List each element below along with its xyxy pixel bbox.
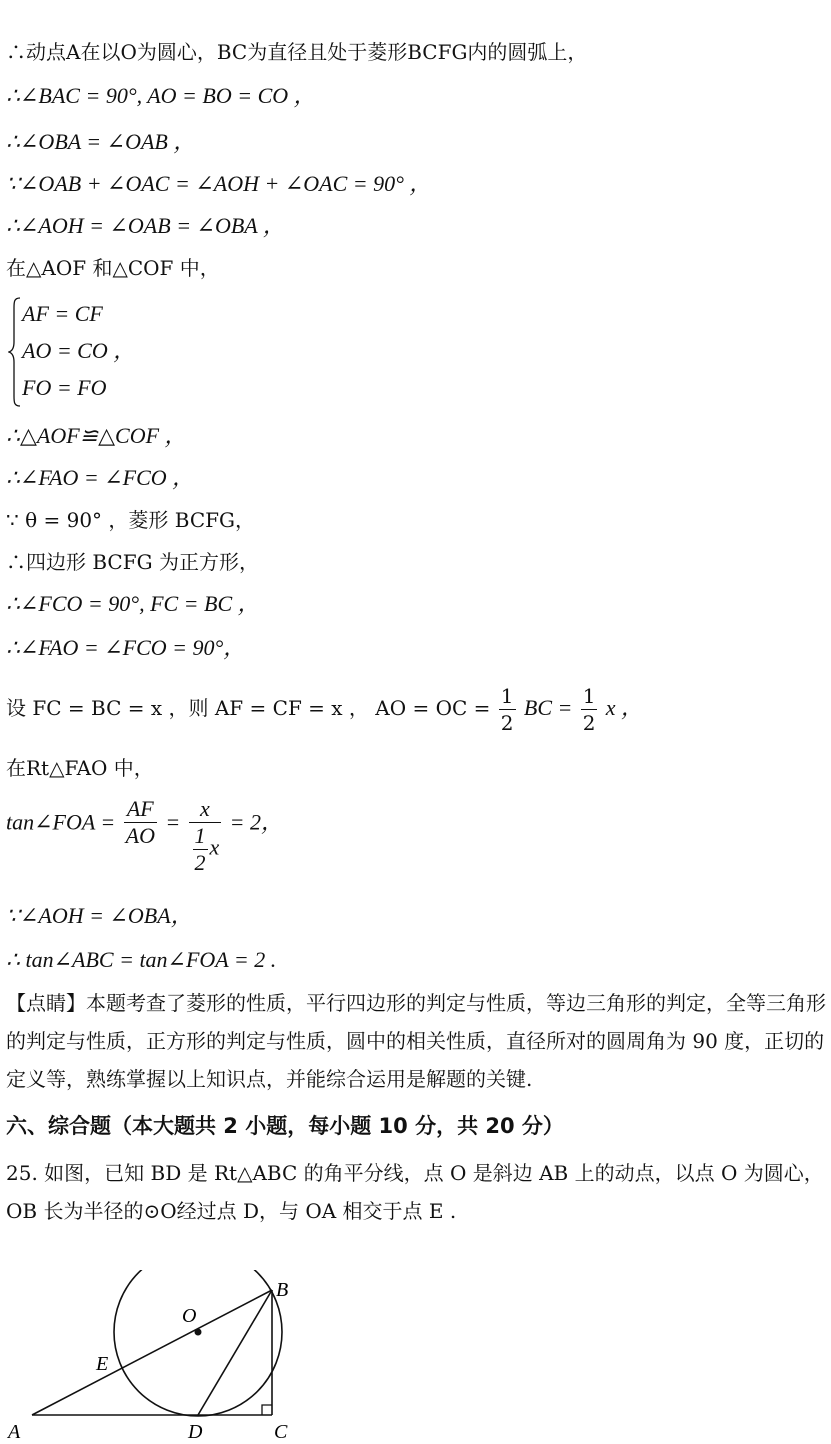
line-4: ∵∠OAB + ∠OAC = ∠AOH + ∠OAC = 90° ， (6, 171, 432, 196)
system-row-1: AF = CF (22, 301, 103, 326)
center-point-icon (195, 1329, 202, 1336)
fraction-numerator: 1 (500, 684, 514, 708)
line-9: ∵ θ = 90° ，菱形 BCFG， (6, 508, 255, 532)
nested-variable: x (209, 834, 220, 860)
fraction-half-1 (499, 683, 516, 736)
label-b: B (276, 1279, 289, 1301)
fraction-numerator: x (189, 796, 222, 823)
line-10: ∴四边形 BCFG 为正方形， (6, 550, 259, 574)
fraction-x-half-x (189, 796, 222, 876)
line-13: ∵∠AOH = ∠OBA， (6, 903, 193, 928)
fraction-denominator: 2 (500, 711, 514, 735)
fraction-numerator: 1 (582, 684, 596, 708)
line-3: ∴∠OBA = ∠OAB ， (6, 129, 196, 154)
fraction-af-ao (124, 796, 157, 849)
nested-numerator: 1 (194, 823, 206, 848)
line-5: ∴∠AOH = ∠OAB = ∠OBA ， (6, 213, 285, 238)
right-angle-mark-icon (262, 1405, 272, 1415)
label-e: E (96, 1353, 109, 1375)
label-c: C (274, 1421, 288, 1443)
fraction-numerator: AF (124, 796, 157, 823)
system-row-3: FO = FO (22, 375, 107, 400)
circle-o (114, 1270, 282, 1416)
tan-prefix: tan∠FOA = (6, 809, 116, 835)
line-2: ∴∠BAC = 90°, AO = BO = CO ， (6, 83, 316, 108)
line-tan (6, 796, 283, 876)
fraction-half-2 (581, 683, 598, 736)
geometry-figure (0, 1270, 320, 1444)
tan-eq: = (165, 809, 181, 835)
comment-paragraph: 【点睛】本题考查了菱形的性质，平行四边形的判定与性质，等边三角形的判定，全等三角形的判定与性质，正方形的判定与性质，圆中的相关性质，直径所对的圆周角为 90 度，正切的定义等，熟练掌握以上知识点，并能综合运用是解题的关键. (6, 991, 826, 1091)
line-1: ∴动点A在以O为圆心，BC为直径且处于菱形BCFG内的圆弧上， (6, 40, 588, 64)
equation-system (8, 296, 208, 408)
line-12: ∴∠FAO = ∠FCO = 90°， (6, 635, 246, 660)
line-11: ∴∠FCO = 90°, FC = BC ， (6, 591, 260, 616)
set-suffix: x ， (605, 695, 644, 720)
problem-statement: 25. 如图，已知 BD 是 Rt△ABC 的角平分线，点 O 是斜边 AB 上的动点，以点 O 为圆心，OB 长为半径的⊙O经过点 D，与 OA 相交于点 E . (6, 1161, 824, 1223)
section-heading: 六、综合题（本大题共 2 小题，每小题 10 分，共 20 分） (6, 1114, 564, 1138)
line-6: 在△AOF 和△COF 中， (6, 256, 220, 280)
label-a: A (8, 1421, 21, 1443)
line-7: ∴△AOF≌△COF ， (6, 423, 187, 448)
fraction-denominator (189, 823, 222, 876)
set-prefix: 设 FC = BC = x ，则 AF = CF = x ， AO = OC = (6, 696, 491, 720)
fraction-denominator: AO (125, 823, 155, 848)
fraction-denominator: 2 (582, 711, 596, 735)
line-rt-triangle: 在Rt△FAO 中， (6, 756, 154, 780)
line-14: ∴ tan∠ABC = tan∠FOA = 2 . (6, 947, 277, 972)
tan-suffix: = 2， (229, 809, 284, 835)
line-8: ∴∠FAO = ∠FCO ， (6, 465, 195, 490)
left-brace-icon (8, 296, 22, 408)
system-row-2: AO = CO ， (22, 338, 136, 363)
label-o: O (182, 1305, 197, 1327)
segment-ab (32, 1290, 272, 1415)
label-d: D (188, 1421, 203, 1443)
nested-denominator: 2 (194, 850, 206, 875)
nested-fraction (193, 823, 208, 876)
set-mid: BC = (523, 695, 573, 720)
line-set-variables (6, 680, 643, 736)
